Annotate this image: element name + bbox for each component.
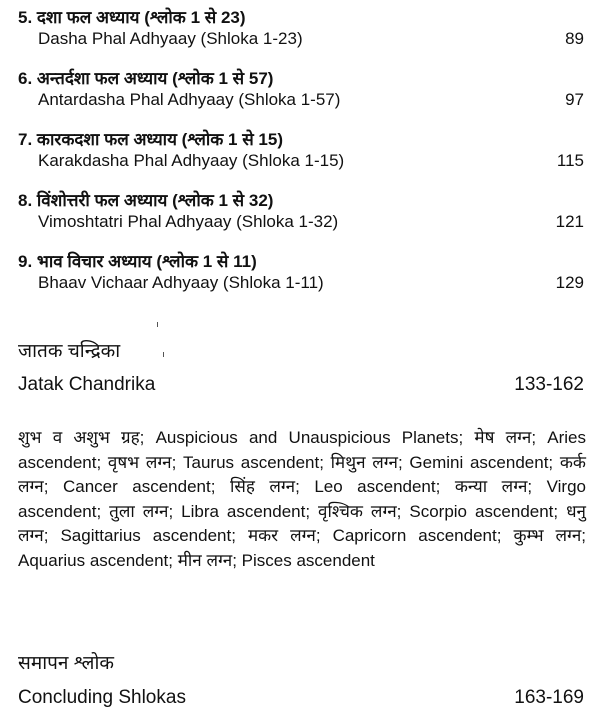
- entry-hindi-title: 5. दशा फल अध्याय (श्लोक 1 से 23): [18, 8, 246, 27]
- entry-hindi-title: 9. भाव विचार अध्याय (श्लोक 1 से 11): [18, 252, 257, 271]
- para-item: ; Sagittarius ascendent: [44, 526, 231, 545]
- entry-english-title: Antardasha Phal Adhyaay (Shloka 1-57): [38, 90, 341, 109]
- jatak-heading-row: [18, 373, 584, 397]
- para-item: ; Pisces ascendent: [232, 551, 375, 570]
- para-item: ; Scorpio ascendent: [397, 502, 554, 521]
- entry-english-title: Bhaav Vichaar Adhyaay (Shloka 1-11): [38, 273, 324, 292]
- jatak-page-range: 133-162: [514, 374, 584, 395]
- para-item: ; Auspicious and Unauspicious Planets: [140, 428, 459, 447]
- entry-english-title: Karakdasha Phal Adhyaay (Shloka 1-15): [38, 151, 345, 170]
- para-item: ; वृश्चिक लग्न: [305, 502, 396, 521]
- jatak-hindi-heading: जातक चन्द्रिका: [18, 341, 121, 362]
- toc-entry-7: [18, 130, 584, 172]
- entry-english-title: Vimoshtatri Phal Adhyaay (Shloka 1-32): [38, 212, 339, 231]
- para-item: ; Taurus ascendent: [172, 453, 320, 472]
- scan-mark: [163, 352, 164, 357]
- para-item: शुभ व अशुभ ग्रह: [18, 428, 140, 447]
- para-item: ; कर्क लग्न: [18, 453, 586, 497]
- para-item: ; Libra ascendent: [168, 502, 305, 521]
- para-item: ; मेष लग्न: [459, 428, 532, 447]
- entry-page-number: 129: [555, 273, 584, 292]
- para-item: ; Capricorn ascendent: [316, 526, 497, 545]
- toc-entry-5: [18, 8, 584, 50]
- para-item: ; मिथुन लग्न: [319, 453, 398, 472]
- entry-row: [18, 272, 584, 294]
- para-item: ; कन्या लग्न: [436, 477, 528, 496]
- entry-row: [18, 89, 584, 111]
- entry-page-number: 89: [565, 29, 584, 48]
- entry-hindi-title: 6. अन्तर्दशा फल अध्याय (श्लोक 1 से 57): [18, 69, 274, 88]
- concluding-hindi-heading: समापन श्लोक: [18, 653, 114, 674]
- toc-entry-9: [18, 252, 584, 294]
- para-item: ; Aries ascendent: [18, 428, 586, 472]
- para-item: ; Cancer ascendent: [44, 477, 211, 496]
- entry-page-number: 97: [565, 90, 584, 109]
- jatak-contents-paragraph: [18, 426, 586, 573]
- entry-row: [18, 211, 584, 233]
- entry-page-number: 121: [555, 212, 584, 231]
- toc-entry-6: [18, 69, 584, 111]
- entry-row: [18, 150, 584, 172]
- concluding-english-heading: Concluding Shlokas: [18, 687, 186, 708]
- toc-entry-8: [18, 191, 584, 233]
- entry-hindi-title: 8. विंशोत्तरी फल अध्याय (श्लोक 1 से 32): [18, 191, 274, 210]
- para-item: ; Aquarius ascendent: [18, 526, 586, 570]
- entry-page-number: 115: [556, 151, 584, 170]
- para-item: ; मीन लग्न: [168, 551, 232, 570]
- para-item: ; तुला लग्न: [96, 502, 168, 521]
- entry-hindi-title: 7. कारकदशा फल अध्याय (श्लोक 1 से 15): [18, 130, 284, 149]
- para-item: ; वृषभ लग्न: [96, 453, 171, 472]
- para-item: ; सिंह लग्न: [211, 477, 295, 496]
- entry-english-title: Dasha Phal Adhyaay (Shloka 1-23): [38, 29, 303, 48]
- concluding-page-range: 163-169: [514, 687, 584, 708]
- concluding-heading-row: [18, 686, 584, 710]
- para-item: ; कुम्भ लग्न: [497, 526, 582, 545]
- para-item: ; मकर लग्न: [231, 526, 316, 545]
- para-item: ; Gemini ascendent: [398, 453, 548, 472]
- entry-row: [18, 28, 584, 50]
- para-item: ; Leo ascendent: [295, 477, 436, 496]
- scan-mark: [157, 322, 158, 327]
- jatak-english-heading: Jatak Chandrika: [18, 374, 156, 395]
- para-item: ; Virgo ascendent: [18, 477, 586, 521]
- para-item: ; धनु लग्न: [18, 502, 586, 546]
